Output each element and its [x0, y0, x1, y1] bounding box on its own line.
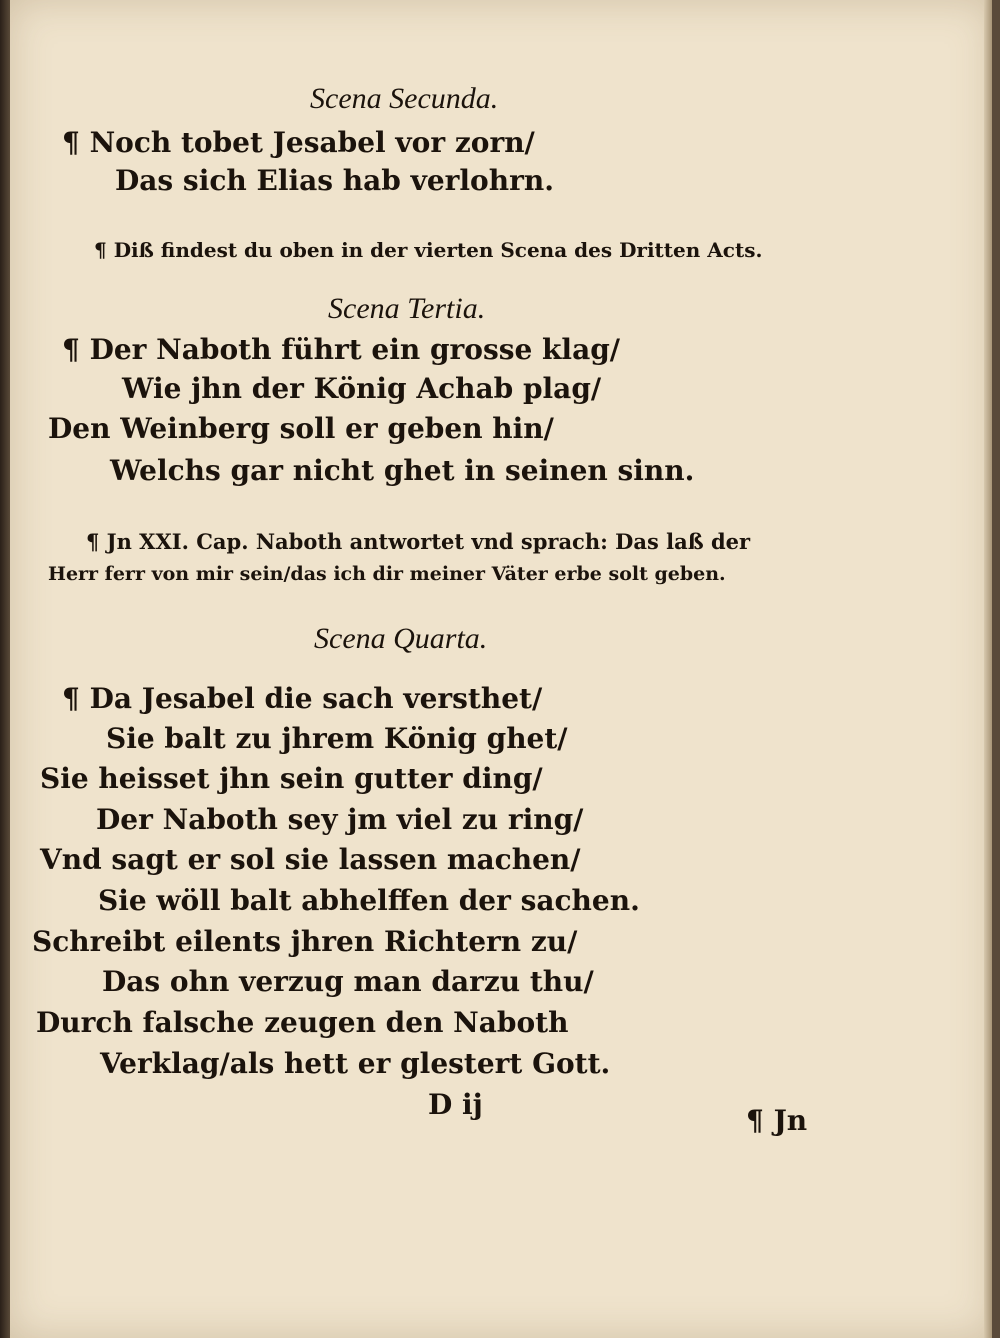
verse-line: Vnd sagt er sol sie lassen machen/: [40, 843, 581, 876]
verse-line: Sie heisset jhn sein gutter ding/: [40, 762, 543, 795]
page-edge: [984, 0, 992, 1338]
scripture-note: Herr ferr von mir sein/das ich dir meiner Väter erbe solt geben.: [48, 563, 726, 585]
scripture-note: ¶ Jn XXI. Cap. Naboth antwortet vnd sprach: Das laß der: [86, 529, 751, 554]
verse-line: Verklag/als hett er glestert Gott.: [100, 1047, 611, 1080]
signature-mark: D ij: [428, 1088, 483, 1121]
verse-line: Wie jhn der König Achab plag/: [122, 372, 602, 405]
document-page: [10, 0, 992, 1338]
scene-heading-tertia: Scena Tertia.: [328, 292, 486, 325]
verse-line: Durch falsche zeugen den Naboth: [36, 1006, 569, 1039]
verse-line: Sie wöll balt abhelffen der sachen.: [98, 884, 640, 917]
verse-line: Das sich Elias hab verlohrn.: [115, 164, 554, 197]
verse-line: ¶ Noch tobet Jesabel vor zorn/: [62, 126, 535, 159]
verse-line: Schreibt eilents jhren Richtern zu/: [32, 925, 578, 958]
verse-line: ¶ Der Naboth führt ein grosse klag/: [62, 333, 621, 366]
verse-line: ¶ Da Jesabel die sach versthet/: [62, 682, 543, 715]
catchword: ¶ Jn: [746, 1104, 808, 1137]
scene-heading-quarta: Scena Quarta.: [314, 622, 488, 655]
verse-line: Der Naboth sey jm viel zu ring/: [96, 803, 584, 836]
scene-heading-secunda: Scena Secunda.: [310, 82, 499, 115]
verse-line: Welchs gar nicht ghet in seinen sinn.: [110, 454, 695, 487]
verse-line: Den Weinberg soll er geben hin/: [48, 412, 554, 445]
marginal-note: ¶ Diß findest du oben in der vierten Scena des Dritten Acts.: [94, 238, 763, 262]
verse-line: Das ohn verzug man darzu thu/: [102, 965, 594, 998]
verse-line: Sie balt zu jhrem König ghet/: [106, 722, 568, 755]
